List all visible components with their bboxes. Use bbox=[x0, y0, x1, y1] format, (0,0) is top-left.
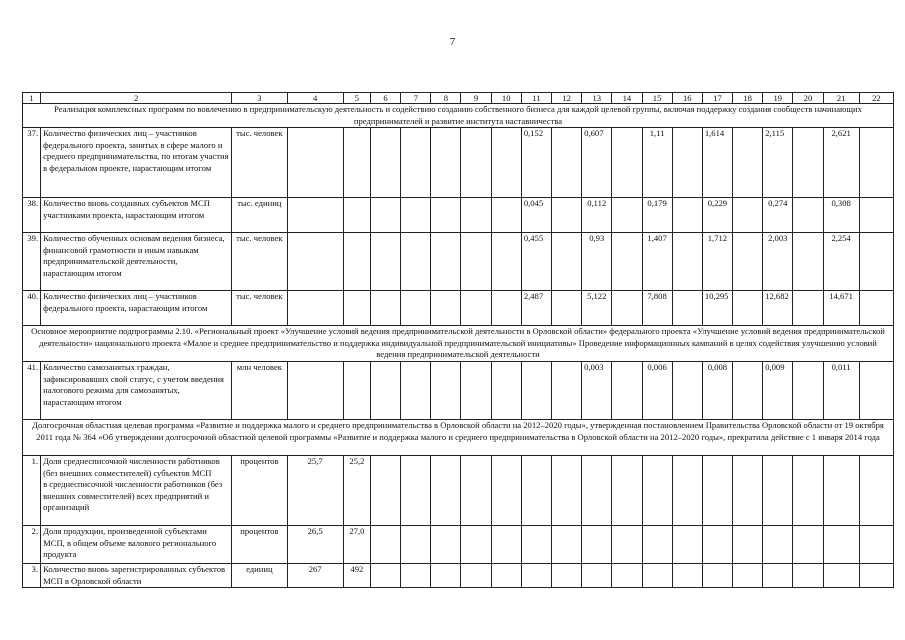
section-header-row bbox=[23, 104, 894, 128]
indicator-name: Количество вновь созданных субъектов МСП участниками проекта, нарастающим итогом bbox=[41, 198, 232, 233]
cell bbox=[370, 128, 400, 198]
cell bbox=[491, 233, 521, 291]
cell bbox=[793, 361, 823, 419]
cell bbox=[551, 291, 581, 326]
cell bbox=[431, 198, 461, 233]
cell bbox=[763, 525, 793, 563]
row-number: 2. bbox=[23, 525, 41, 563]
cell bbox=[521, 361, 551, 419]
row-number: 3. bbox=[23, 563, 41, 587]
cell bbox=[491, 563, 521, 587]
cell bbox=[672, 233, 702, 291]
unit: единиц bbox=[232, 563, 287, 587]
cell bbox=[823, 455, 859, 525]
col-header: 19 bbox=[763, 93, 793, 104]
indicator-name: Количество вновь зарегистрированных субъектов МСП в Орловской области bbox=[41, 563, 232, 587]
col-header: 2 bbox=[41, 93, 232, 104]
cell bbox=[582, 525, 612, 563]
cell bbox=[612, 233, 642, 291]
cell bbox=[401, 455, 431, 525]
cell bbox=[491, 525, 521, 563]
cell bbox=[521, 525, 551, 563]
cell bbox=[461, 233, 491, 291]
cell bbox=[859, 233, 893, 291]
section-title: Основное мероприятие подпрограммы 2.10. «Региональный проект «Улучшение условий ведения предпринимательской деятельности в Орловской области» федерального проекта «Улучшение условий ведения предпринимательской деятельности» национального проекта «Малое и среднее предпринимательство и поддержка индивидуальной предпринимательской инициативы» Проведение информационных кампаний в целях содействия улучшению условий ведения предпринимательской деятельности bbox=[23, 326, 894, 362]
cell bbox=[370, 233, 400, 291]
cell bbox=[287, 128, 343, 198]
cell bbox=[461, 198, 491, 233]
cell bbox=[551, 233, 581, 291]
col-header: 9 bbox=[461, 93, 491, 104]
cell bbox=[287, 291, 343, 326]
unit: тыс. человек bbox=[232, 291, 287, 326]
cell bbox=[370, 361, 400, 419]
value-cell: 14,671 bbox=[823, 291, 859, 326]
cell bbox=[521, 455, 551, 525]
unit: тыс. единиц bbox=[232, 198, 287, 233]
table-row bbox=[23, 455, 894, 525]
cell bbox=[491, 128, 521, 198]
cell bbox=[431, 291, 461, 326]
cell bbox=[343, 291, 370, 326]
cell bbox=[551, 455, 581, 525]
column-number-row bbox=[23, 93, 894, 104]
cell bbox=[287, 361, 343, 419]
cell bbox=[521, 563, 551, 587]
col-header: 3 bbox=[232, 93, 287, 104]
col-header: 18 bbox=[733, 93, 763, 104]
col-header: 7 bbox=[401, 93, 431, 104]
cell bbox=[733, 198, 763, 233]
indicator-name: Доля продукции, произведенной субъектами МСП, в общем объеме валового регионального продукта bbox=[41, 525, 232, 563]
cell bbox=[612, 563, 642, 587]
value-cell: 26,5 bbox=[287, 525, 343, 563]
cell bbox=[793, 525, 823, 563]
col-header: 22 bbox=[859, 93, 893, 104]
cell bbox=[702, 563, 732, 587]
table-row bbox=[23, 233, 894, 291]
cell bbox=[672, 455, 702, 525]
cell bbox=[582, 563, 612, 587]
cell bbox=[431, 455, 461, 525]
value-cell: 12,682 bbox=[763, 291, 793, 326]
cell bbox=[859, 525, 893, 563]
cell bbox=[551, 361, 581, 419]
row-number: 1. bbox=[23, 455, 41, 525]
row-number: 37. bbox=[23, 128, 41, 198]
unit: тыс. человек bbox=[232, 233, 287, 291]
cell bbox=[343, 198, 370, 233]
col-header: 5 bbox=[343, 93, 370, 104]
cell bbox=[642, 455, 672, 525]
cell bbox=[461, 291, 491, 326]
cell bbox=[859, 563, 893, 587]
cell bbox=[793, 233, 823, 291]
cell bbox=[672, 198, 702, 233]
col-header: 16 bbox=[672, 93, 702, 104]
cell bbox=[551, 563, 581, 587]
cell bbox=[431, 361, 461, 419]
value-cell: 0,006 bbox=[642, 361, 672, 419]
cell bbox=[859, 361, 893, 419]
value-cell: 0,93 bbox=[582, 233, 612, 291]
cell bbox=[343, 233, 370, 291]
row-number: 41. bbox=[23, 361, 41, 419]
col-header: 10 bbox=[491, 93, 521, 104]
col-header: 8 bbox=[431, 93, 461, 104]
cell bbox=[859, 198, 893, 233]
cell bbox=[431, 128, 461, 198]
cell bbox=[642, 563, 672, 587]
col-header: 15 bbox=[642, 93, 672, 104]
cell bbox=[491, 291, 521, 326]
cell bbox=[733, 361, 763, 419]
col-header: 1 bbox=[23, 93, 41, 104]
indicator-name: Количество физических лиц – участников федерального проекта, нарастающим итогом bbox=[41, 291, 232, 326]
cell bbox=[491, 361, 521, 419]
cell bbox=[763, 455, 793, 525]
cell bbox=[702, 525, 732, 563]
value-cell: 1,11 bbox=[642, 128, 672, 198]
cell bbox=[859, 291, 893, 326]
col-header: 13 bbox=[582, 93, 612, 104]
cell bbox=[370, 455, 400, 525]
cell bbox=[370, 525, 400, 563]
value-cell: 0,308 bbox=[823, 198, 859, 233]
cell bbox=[612, 198, 642, 233]
col-header: 11 bbox=[521, 93, 551, 104]
cell bbox=[431, 233, 461, 291]
cell bbox=[793, 455, 823, 525]
value-cell: 1,614 bbox=[702, 128, 732, 198]
cell bbox=[733, 291, 763, 326]
row-number: 40. bbox=[23, 291, 41, 326]
cell bbox=[793, 563, 823, 587]
value-cell: 2,115 bbox=[763, 128, 793, 198]
value-cell: 2,621 bbox=[823, 128, 859, 198]
indicator-name: Количество самозанятых граждан, зафиксировавших свой статус, с учетом введения налогового режима для самозанятых, нарастающим итогом bbox=[41, 361, 232, 419]
cell bbox=[370, 291, 400, 326]
cell bbox=[401, 361, 431, 419]
cell bbox=[672, 563, 702, 587]
cell bbox=[461, 525, 491, 563]
value-cell: 0,009 bbox=[763, 361, 793, 419]
cell bbox=[733, 525, 763, 563]
value-cell: 0,455 bbox=[521, 233, 551, 291]
cell bbox=[793, 291, 823, 326]
cell bbox=[431, 525, 461, 563]
table-row bbox=[23, 361, 894, 419]
table-row bbox=[23, 563, 894, 587]
section-title: Долгосрочная областная целевая программа «Развитие и поддержка малого и среднего предпринимательства в Орловской области на 2012–2020 годы», утвержденная постановлением Правительства Орловской области от 19 октября 2011 года № 364 «Об утверждении долгосрочной областной целевой программы «Развитие и поддержка малого и среднего предпринимательства в Орловской области на 2012–2020 годы», прекратила действие с 1 января 2014 года bbox=[23, 419, 894, 455]
col-header: 12 bbox=[551, 93, 581, 104]
section-header-row bbox=[23, 326, 894, 362]
cell bbox=[823, 563, 859, 587]
section-title: Реализация комплексных программ по вовлечению в предпринимательскую деятельность и содействию созданию собственного бизнеса для каждой целевой группы, включая поддержку создания сообществ начинающих предпринимателей и развитие института наставничества bbox=[23, 104, 894, 128]
cell bbox=[343, 128, 370, 198]
unit: процентов bbox=[232, 525, 287, 563]
value-cell: 0,003 bbox=[582, 361, 612, 419]
col-header: 17 bbox=[702, 93, 732, 104]
cell bbox=[733, 563, 763, 587]
cell bbox=[370, 563, 400, 587]
cell bbox=[401, 291, 431, 326]
cell bbox=[582, 455, 612, 525]
value-cell: 0,045 bbox=[521, 198, 551, 233]
page-number: 7 bbox=[449, 36, 456, 48]
cell bbox=[823, 525, 859, 563]
cell bbox=[461, 455, 491, 525]
value-cell: 25,7 bbox=[287, 455, 343, 525]
cell bbox=[763, 563, 793, 587]
cell bbox=[642, 525, 672, 563]
value-cell: 0,179 bbox=[642, 198, 672, 233]
value-cell: 0,229 bbox=[702, 198, 732, 233]
row-number: 38. bbox=[23, 198, 41, 233]
cell bbox=[551, 128, 581, 198]
cell bbox=[461, 361, 491, 419]
cell bbox=[793, 128, 823, 198]
value-cell: 0,152 bbox=[521, 128, 551, 198]
value-cell: 0,274 bbox=[763, 198, 793, 233]
cell bbox=[491, 198, 521, 233]
cell bbox=[287, 233, 343, 291]
col-header: 4 bbox=[287, 93, 343, 104]
value-cell: 7,808 bbox=[642, 291, 672, 326]
value-cell: 2,254 bbox=[823, 233, 859, 291]
cell bbox=[461, 563, 491, 587]
value-cell: 0,112 bbox=[582, 198, 612, 233]
cell bbox=[401, 198, 431, 233]
value-cell: 0,008 bbox=[702, 361, 732, 419]
indicator-name: Доля среднесписочной численности работников (без внешних совместителей) субъектов МСП в среднесписочной численности работников (без внешних совместителей) всех предприятий и организаций bbox=[41, 455, 232, 525]
col-header: 14 bbox=[612, 93, 642, 104]
value-cell: 27,0 bbox=[343, 525, 370, 563]
value-cell: 267 bbox=[287, 563, 343, 587]
row-number: 39. bbox=[23, 233, 41, 291]
value-cell: 25,2 bbox=[343, 455, 370, 525]
cell bbox=[401, 233, 431, 291]
cell bbox=[370, 198, 400, 233]
cell bbox=[612, 455, 642, 525]
cell bbox=[401, 128, 431, 198]
indicator-name: Количество физических лиц – участников федерального проекта, занятых в сфере малого и среднего предпринимательства, по итогам участия в федеральном проекте, нарастающим итогом bbox=[41, 128, 232, 198]
cell bbox=[401, 525, 431, 563]
value-cell: 2,003 bbox=[763, 233, 793, 291]
value-cell: 1,712 bbox=[702, 233, 732, 291]
cell bbox=[733, 233, 763, 291]
col-header: 20 bbox=[793, 93, 823, 104]
cell bbox=[733, 455, 763, 525]
cell bbox=[859, 128, 893, 198]
cell bbox=[672, 291, 702, 326]
cell bbox=[343, 361, 370, 419]
cell bbox=[672, 525, 702, 563]
cell bbox=[672, 128, 702, 198]
unit: процентов bbox=[232, 455, 287, 525]
cell bbox=[733, 128, 763, 198]
indicator-name: Количество обученных основам ведения бизнеса, финансовой грамотности и иным навыкам предпринимательской деятельности, нарастающим итогом bbox=[41, 233, 232, 291]
cell bbox=[859, 455, 893, 525]
cell bbox=[793, 198, 823, 233]
section-header-row bbox=[23, 419, 894, 455]
table-row bbox=[23, 128, 894, 198]
indicator-table bbox=[22, 92, 894, 588]
value-cell: 5,122 bbox=[582, 291, 612, 326]
cell bbox=[612, 361, 642, 419]
table-row bbox=[23, 291, 894, 326]
value-cell: 1,407 bbox=[642, 233, 672, 291]
cell bbox=[431, 563, 461, 587]
value-cell: 0,011 bbox=[823, 361, 859, 419]
unit: тыс. человек bbox=[232, 128, 287, 198]
table-row bbox=[23, 198, 894, 233]
cell bbox=[461, 128, 491, 198]
cell bbox=[702, 455, 732, 525]
col-header: 6 bbox=[370, 93, 400, 104]
table-row bbox=[23, 525, 894, 563]
cell bbox=[672, 361, 702, 419]
value-cell: 10,295 bbox=[702, 291, 732, 326]
col-header: 21 bbox=[823, 93, 859, 104]
unit: млн человек bbox=[232, 361, 287, 419]
value-cell: 2,487 bbox=[521, 291, 551, 326]
cell bbox=[551, 525, 581, 563]
cell bbox=[491, 455, 521, 525]
value-cell: 0,607 bbox=[582, 128, 612, 198]
cell bbox=[612, 291, 642, 326]
cell bbox=[287, 198, 343, 233]
cell bbox=[551, 198, 581, 233]
cell bbox=[612, 128, 642, 198]
cell bbox=[612, 525, 642, 563]
value-cell: 492 bbox=[343, 563, 370, 587]
cell bbox=[401, 563, 431, 587]
